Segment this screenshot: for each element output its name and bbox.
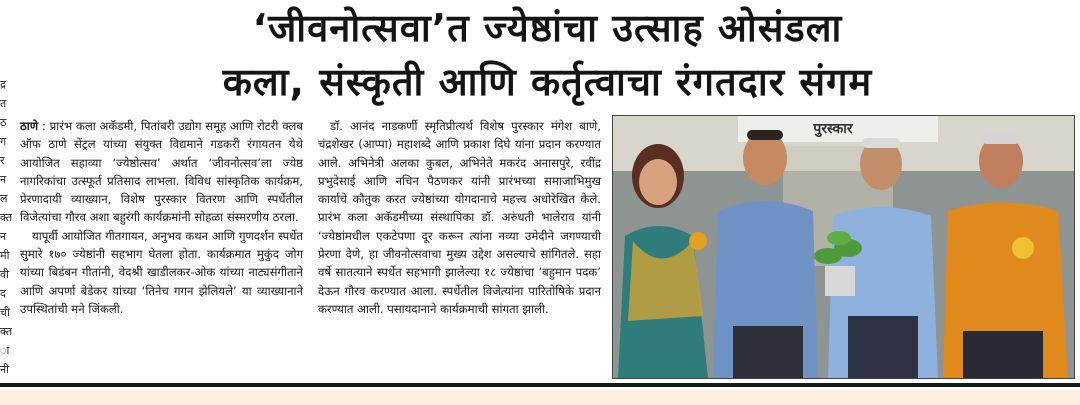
article-paragraph-1	[20, 117, 303, 227]
fragment-line: क्त	[0, 325, 12, 338]
event-photo	[612, 115, 1075, 379]
fragment-line: वी	[0, 268, 9, 281]
fragment-line: ग	[0, 135, 7, 148]
fragment-line: क्त	[0, 211, 12, 224]
bottom-strip	[0, 390, 1080, 405]
fragment-line: त	[0, 97, 7, 110]
article-paragraph-1-text: : प्रारंभ कला अकॅडमी, पितांबरी उद्योग समूह आणि रोटरी क्लब ऑफ ठाणे सेंट्रल यांच्या संयुक्त विद्यमाने गडकरी रंगायतन येथे आयोजित सहाव्या ‘ज्येष्ठोत्सव’ अर्थात ‘जीवनोत्सव’ला ज्येष्ठ नागरिकांचा उत्स्फूर्त प्रतिसाद लाभला. विविध सांस्कृतिक कार्यक्रम, प्रेरणादायी व्याख्यान, विशेष पुरस्कार वितरण आणि स्पर्धेतील विजेत्यांचा गौरव अशा बहुरंगी कार्यक्रमांनी सोहळा संस्मरणीय ठरला.	[20, 119, 303, 225]
previous-column-fragment	[0, 75, 12, 375]
fragment-line: द्र	[0, 78, 6, 91]
fragment-line: न	[0, 173, 7, 186]
article-paragraph-3: डॉ. आनंद नाडकर्णी स्मृतिप्रीत्यर्थ विशेष पुरस्कार मंगेश बाणे, चंद्रशेखर (आप्पा) महाशब्दे आणि प्रकाश दिघे यांना प्रदान करण्यात आले. अभिनेत्री अलका कुबल, अभिनेते मकरंद अनासपुरे, रवींद्र प्रभुदेसाई आणि नचिन पैठणकर यांनी प्रारंभच्या समाजाभिमुख कार्याचे कौतुक करत ज्येष्ठांच्या योगदानाचे महत्त्व अधोरेखित केले. प्रारंभ कला अकॅडमीच्या संस्थापिका डॉ. अरुंधती भालेराव यांनी ‘ज्येष्ठांमधील एकटेपणा दूर करून त्यांना नव्या उमेदीने जगण्याची प्रेरणा देणे, हा जीवनोत्सवाचा मुख्य उद्देश असल्याचे सांगितले. सहा वर्षे सातत्याने स्पर्धेत सहभागी झालेल्या १८ ज्येष्ठांचा ‘बहुमान पदक’ देऊन गौरव करण्यात आला. स्पर्धेतील विजेत्यांना पारितोषिके प्रदान करण्यात आली. पसायदानाने कार्यक्रमाची सांगता झाली.	[318, 119, 601, 316]
fragment-line: ची	[0, 306, 10, 319]
banner-text: पुरस्कार	[813, 121, 853, 137]
fragment-line: र	[0, 154, 5, 167]
fragment-line: ल	[0, 192, 8, 205]
headline-line-1: ‘जीवनोत्सवा’त ज्येष्ठांचा उत्साह ओसंडला	[252, 6, 843, 50]
fragment-line: ा	[0, 344, 10, 357]
fragment-line: ठ	[0, 116, 7, 129]
bottom-rule	[0, 383, 1080, 387]
fragment-line: नी	[0, 363, 9, 375]
event-photo-illustration	[613, 116, 1074, 378]
article-paragraph-2: यापूर्वी आयोजित गीतगायन, अनुभव कथन आणि गुणदर्शन स्पर्धेत सुमारे १७० ज्येष्ठांनी सहभाग घेतला होता. कार्यक्रमात मुकुंद जोग यांच्या बिडंबन गीतांनी, वेदश्री खाडीलकर-ओक यांच्या नाट्यसंगीताने आणि अपर्णा बेडेकर यांच्या ‘तिनेच गगन झेलियले’ या व्याख्यानाने उपस्थितांची मने जिंकली.	[20, 228, 303, 316]
fragment-line: न	[0, 230, 7, 243]
article-column-2	[318, 117, 601, 318]
dateline: ठाणे	[20, 119, 39, 133]
fragment-line: द	[0, 287, 6, 300]
fragment-line: मी	[0, 249, 10, 262]
article-column-1	[20, 117, 303, 318]
headline-line-2: कला, संस्कृती आणि कर्तृत्वाचा रंगतदार संगम	[222, 60, 873, 104]
